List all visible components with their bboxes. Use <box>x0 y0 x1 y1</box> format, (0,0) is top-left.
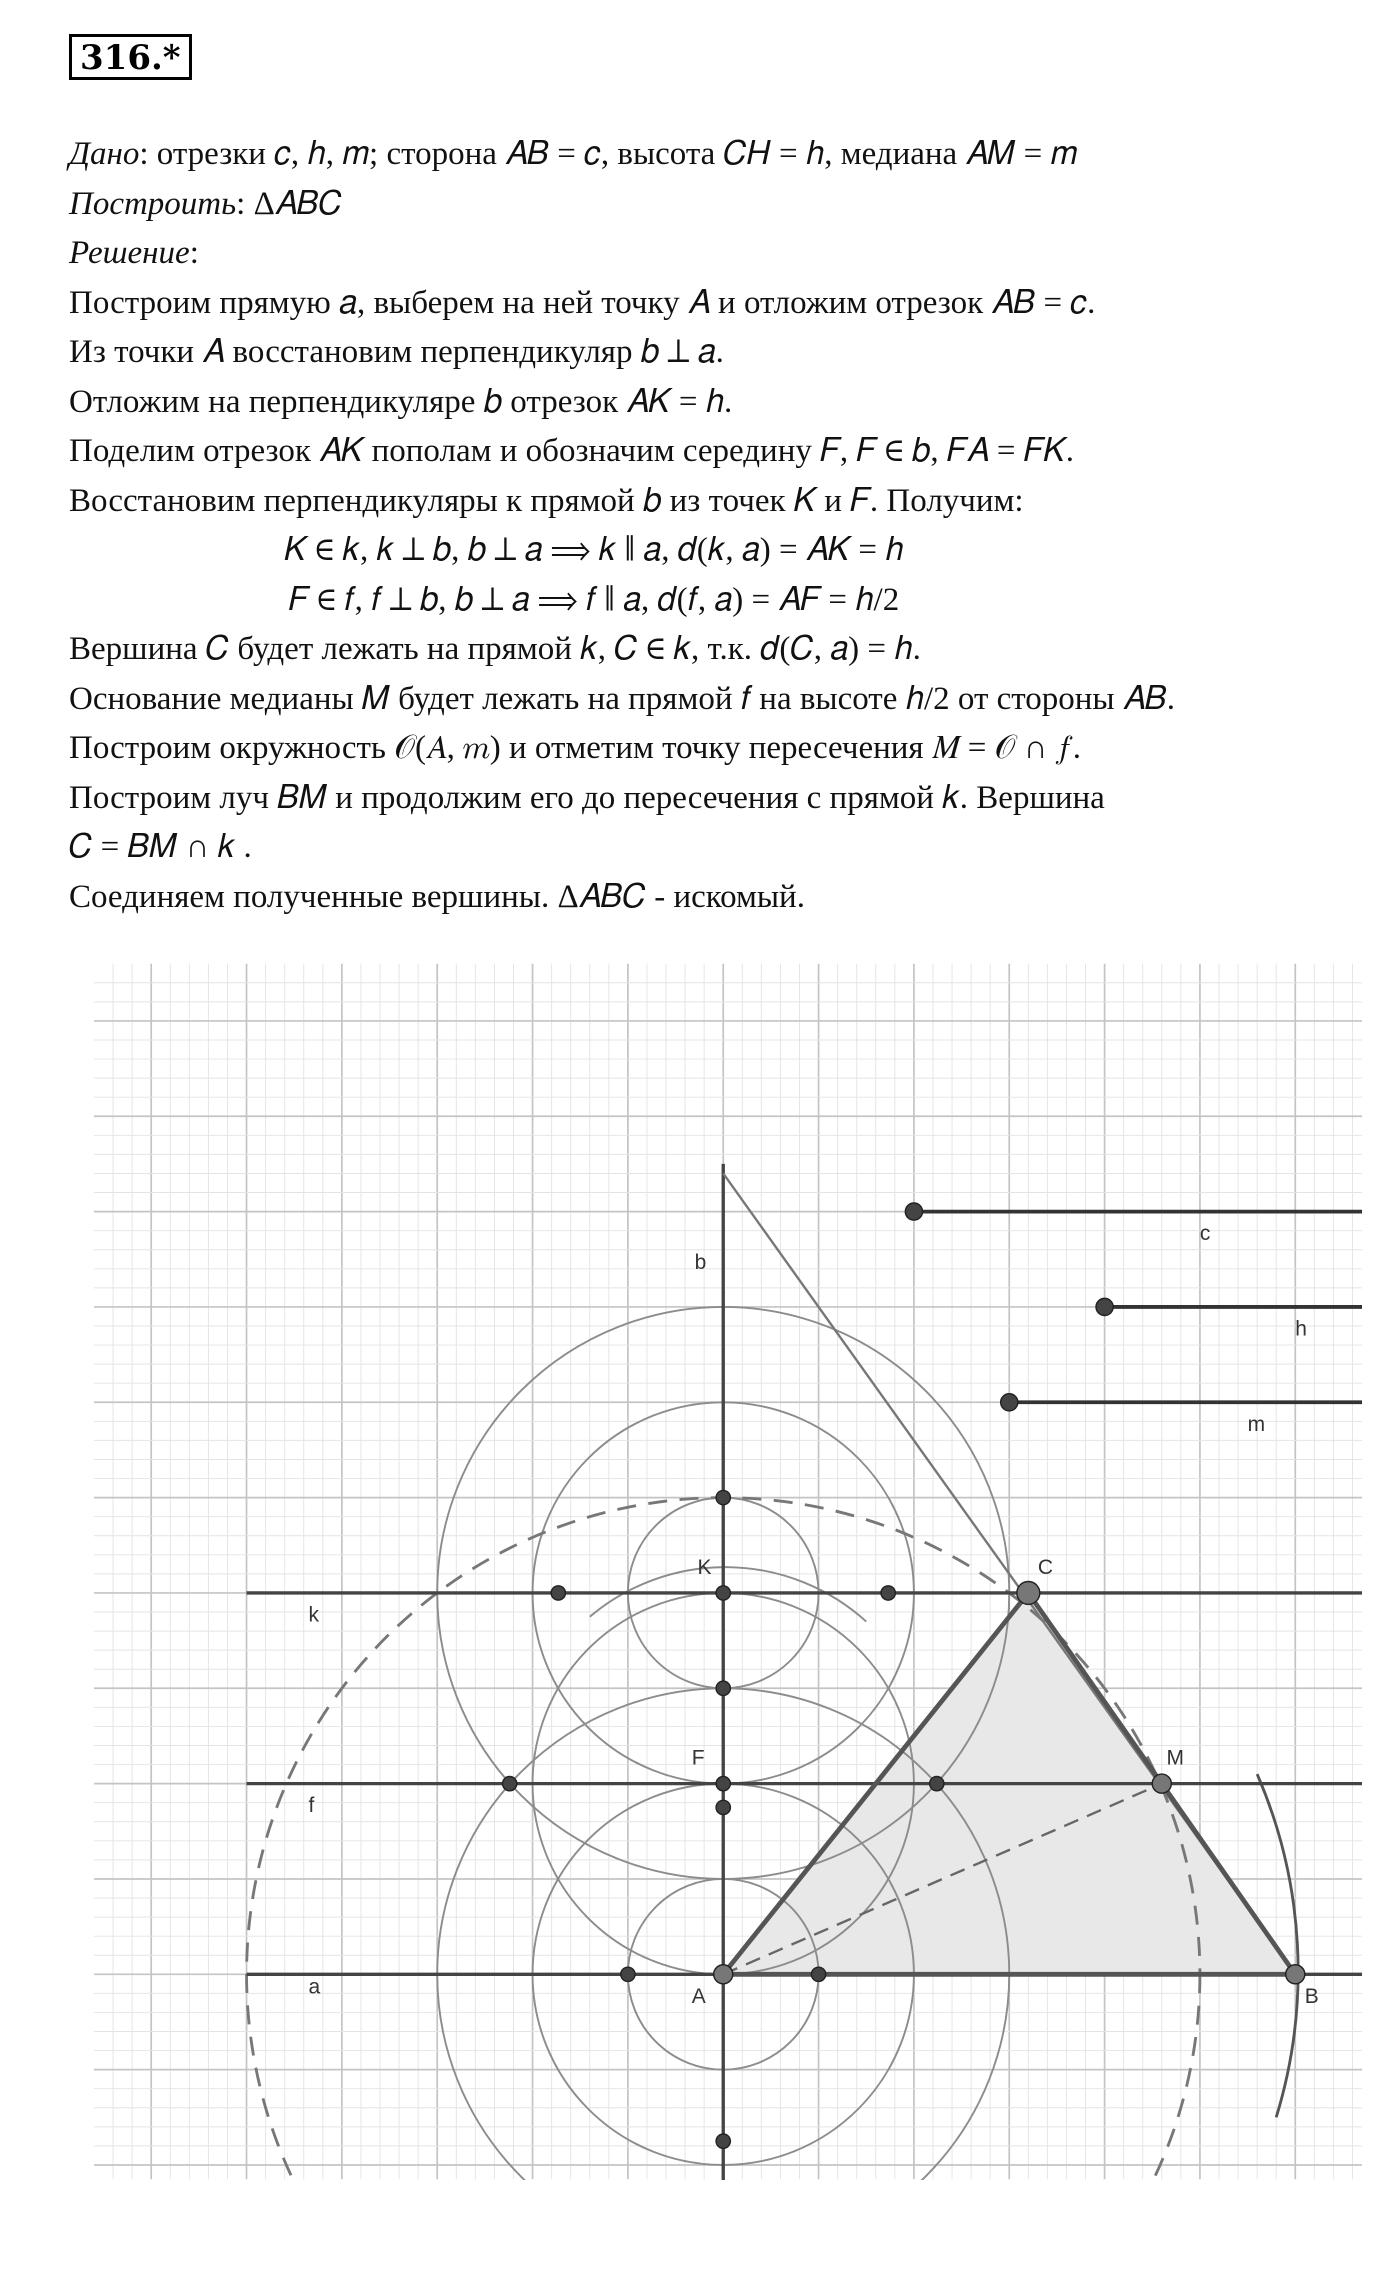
point-b-bottom <box>716 2134 730 2148</box>
point-m <box>1152 1774 1171 1793</box>
point-k <box>716 1586 730 1600</box>
label-line-a <box>309 1975 321 1998</box>
label-point-b <box>1305 1985 1319 2008</box>
label-point-k <box>697 1556 711 1579</box>
solution-colon: : <box>189 235 199 271</box>
point-c <box>1017 1582 1040 1605</box>
label-line-k <box>309 1604 320 1627</box>
point-f <box>716 1776 730 1790</box>
step-line: Построим прямую 𝑎, выберем на ней точку 𝐴 и отложим отрезок 𝐴𝐵 = 𝑐. <box>69 284 1096 321</box>
point-k-right <box>881 1586 895 1600</box>
point-f-left <box>503 1776 517 1790</box>
point-m-start <box>1001 1394 1018 1411</box>
given-line <box>69 130 1349 180</box>
label-segment-m <box>1248 1413 1265 1436</box>
label-point-m <box>1167 1747 1184 1770</box>
solution-text <box>69 130 1349 922</box>
point-f-right <box>930 1776 944 1790</box>
point-b <box>1286 1965 1305 1984</box>
grid <box>94 964 1362 2180</box>
construct-line <box>69 180 1349 230</box>
construction-drawing <box>94 963 1362 2180</box>
solution-line <box>69 229 1349 279</box>
lines <box>247 1164 1362 2180</box>
construct-text: : Δ𝐴𝐵𝐶 <box>236 185 343 222</box>
point-c-start <box>905 1203 922 1220</box>
label-segment-c <box>1200 1222 1210 1245</box>
step-line: 𝐶 = 𝐵𝑀 ∩ 𝑘 . <box>69 829 252 865</box>
point-a-right <box>811 1967 825 1981</box>
point-h-start <box>1096 1298 1113 1315</box>
step-line: Соединяем полученные вершины. Δ𝐴𝐵𝐶 - искомый. <box>69 878 805 915</box>
solution-label: Решение <box>69 235 190 271</box>
construct-label: Построить <box>69 185 237 222</box>
step-line: Из точки 𝐴 восстановим перпендикуляр 𝑏 ⊥ 𝑎. <box>69 334 724 370</box>
label-point-c <box>1038 1556 1053 1579</box>
step-line: Построим окружность 𝒪(𝐴, 𝑚) и отметим точку пересечения 𝑀 = 𝒪 ∩ 𝑓. <box>69 730 1081 766</box>
label-point-f <box>692 1747 705 1770</box>
point-b-f-lower <box>716 1800 730 1814</box>
label-segment-h <box>1295 1318 1307 1341</box>
given-label: Дано <box>69 136 140 172</box>
label-line-f <box>309 1794 315 1817</box>
point-a <box>714 1965 733 1984</box>
problem-number: 316.* <box>69 34 192 80</box>
given-text: : отрезки 𝑐, ℎ, 𝑚; сторона 𝐴𝐵 = 𝑐, высота 𝐶𝐻 = ℎ, медиана 𝐴𝑀 = 𝑚 <box>139 136 1078 172</box>
formula-line: 𝐹 ∈ 𝑓, 𝑓 ⊥ 𝑏, 𝑏 ⊥ 𝑎 ⟹ 𝑓 ∥ 𝑎, 𝑑(𝑓, 𝑎) = 𝐴𝐹 = ℎ/2 <box>288 581 900 618</box>
step-line: Поделим отрезок 𝐴𝐾 пополам и обозначим середину 𝐹, 𝐹 ∈ 𝑏, 𝐹𝐴 = 𝐹𝐾. <box>69 433 1074 469</box>
step-line: Отложим на перпендикуляре 𝑏 отрезок 𝐴𝐾 = ℎ. <box>69 383 733 420</box>
point-k-left <box>551 1586 565 1600</box>
label-point-a <box>692 1985 706 2008</box>
label-line-b <box>695 1251 707 1274</box>
step-line: Вершина 𝐶 будет лежать на прямой 𝑘, 𝐶 ∈ 𝑘, т.к. 𝑑(𝐶, 𝑎) = ℎ. <box>69 631 921 667</box>
construction-circles <box>437 1307 1298 2180</box>
point-b-top <box>716 1490 730 1504</box>
formula-line: 𝐾 ∈ 𝑘, 𝑘 ⊥ 𝑏, 𝑏 ⊥ 𝑎 ⟹ 𝑘 ∥ 𝑎, 𝑑(𝑘, 𝑎) = 𝐴𝐾 = ℎ <box>284 532 904 568</box>
step-line: Основание медианы 𝑀 будет лежать на прямой 𝑓 на высоте ℎ/2 от стороны 𝐴𝐵. <box>69 680 1175 717</box>
step-line: Восстановим перпендикуляры к прямой 𝑏 из точек 𝐾 и 𝐹. Получим: <box>69 482 1024 519</box>
point-a-left <box>621 1967 635 1981</box>
point-b-k-lower <box>716 1681 730 1695</box>
step-line: Построим луч 𝐵𝑀 и продолжим его до пересечения с прямой 𝑘. Вершина <box>69 779 1105 816</box>
